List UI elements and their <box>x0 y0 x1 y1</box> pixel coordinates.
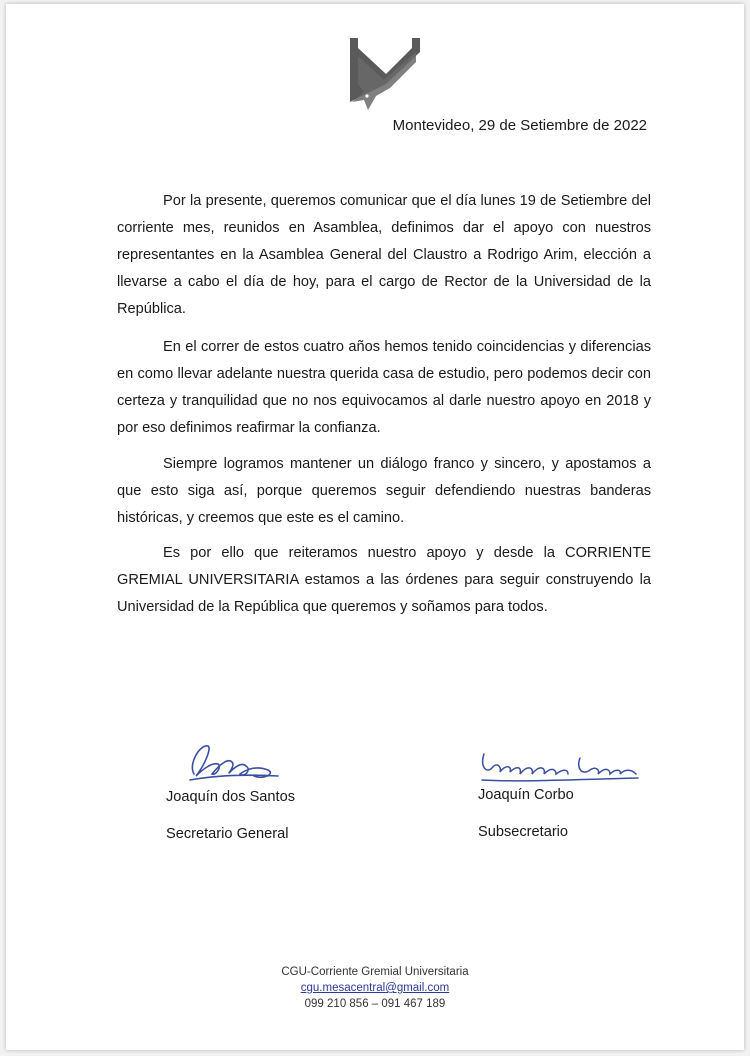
signatory-role-2: Subsecretario <box>478 824 569 840</box>
letter-page <box>6 4 744 1050</box>
signature-corbo <box>476 744 644 792</box>
paragraph-3: Siempre logramos mantener un diálogo franco y sincero, y apostamos a que esto siga así, porque queremos seguir defendiendo nuestras banderas históricas, y creemos que este es el camino. <box>117 456 651 526</box>
signatory-role-1: Secretario General <box>166 826 289 842</box>
signatory-name-1: Joaquín dos Santos <box>166 789 296 805</box>
cgu-dove-logo-icon <box>346 34 424 114</box>
signature-dos-santos <box>182 736 286 786</box>
date-line: Montevideo, 29 de Setiembre de 2022 <box>392 117 647 134</box>
footer-org: CGU-Corriente Gremial Universitaria <box>281 966 469 978</box>
footer-phones: 099 210 856 – 091 467 189 <box>304 998 446 1010</box>
paragraph-4: Es por ello que reiteramos nuestro apoyo y desde la CORRIENTE GREMIAL UNIVERSITARIA estamos a las órdenes para seguir construyendo la Universidad de la República que queremos y soñamos para todos. <box>117 545 651 615</box>
signatory-name-2: Joaquín Corbo <box>478 787 574 803</box>
paragraph-2: En el correr de estos cuatro años hemos tenido coincidencias y diferencias en como llevar adelante nuestra querida casa de estudio, pero podemos decir con certeza y tranquilidad que no nos equivocamos al darle nuestro apoyo en 2018 y por eso definimos reafirmar la confianza. <box>117 339 651 436</box>
paragraph-1: Por la presente, queremos comunicar que el día lunes 19 de Setiembre del corriente mes, reunidos en Asamblea, definimos dar el apoyo con nuestros representantes en la Asamblea General del Claustro a Rodrigo Arim, elección a llevarse a cabo el día de hoy, para el cargo de Rector de la Universidad de la República. <box>117 193 651 317</box>
footer-email-link[interactable]: cgu.mesacentral@gmail.com <box>300 982 450 994</box>
